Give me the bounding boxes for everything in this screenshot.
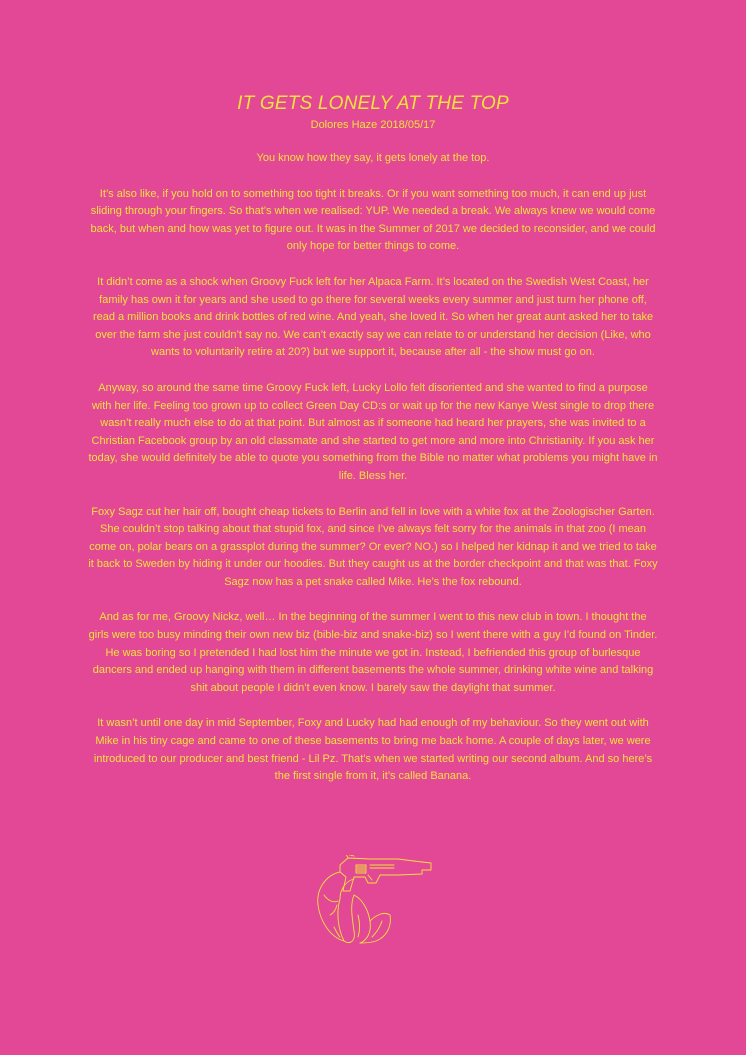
paragraph-break: It’s also like, if you hold on to something too tight it breaks. Or if you want something too much, it can end up just sliding through your fingers. So that’s when we realised: YUP. We needed a break. We always knew we would come back, but when and how was yet to figure out. It was in the Summer of 2017 we decided to reconsider, and we could only hope for better things to come.: [90, 187, 656, 253]
page-title: IT GETS LONELY AT THE TOP: [237, 93, 509, 114]
paragraph-intro: You know how they say, it gets lonely at the top.: [256, 152, 490, 164]
byline: Dolores Haze 2018/05/17: [310, 119, 436, 131]
paragraph-groovy-nickz: And as for me, Groovy Nickz, well… In the beginning of the summer I went to this new club in town. I thought the girls were too busy minding their own new biz (bible-biz and snake-biz) so I went there with a guy I’d found on Tinder. He was boring so I pretended I had lost him the minute we got in. Instead, I befriended this group of burlesque dancers and ended up hanging with them in different basements the whole summer, drinking white wine and talking shit about people I didn’t even know. I barely saw the daylight that summer.: [88, 611, 658, 694]
article: [88, 92, 658, 786]
paragraph-groovy-fuck: It didn’t come as a shock when Groovy Fuck left for her Alpaca Farm. It’s located on the Swedish West Coast, her family has own it for years and she used to go there for several weeks every summer and just turn her phone off, read a million books and drink bottles of red wine. And yeah, she loved it. So when her great aunt asked her to take over the farm she just couldn’t say no. We can’t exactly say we can relate to or understand her decision (Like, who wants to voluntarily retire at 20?) but we support it, because after all - the show must go on.: [92, 275, 654, 359]
paragraph-foxy-sagz: Foxy Sagz cut her hair off, bought cheap tickets to Berlin and fell in love with a white fox at the Zoologischer Garten. She couldn’t stop talking about that stupid fox, and since I’ve always felt sorry for the animals in that zoo (I mean come on, polar bears on a grassplot during the summer? Or ever? NO.) so I helped her kidnap it and we tried to take it back to Sweden by hiding it under our hoodies. But they caught us at the border checkpoint and that was that. Foxy Sagz now has a pet snake called Mike. He’s the fox rebound.: [88, 505, 658, 588]
banana-gun-icon: [310, 855, 436, 947]
paragraph-lucky-lollo: Anyway, so around the same time Groovy Fuck left, Lucky Lollo felt disoriented and she wanted to find a purpose with her life. Feeling too grown up to collect Green Day CD:s or wait up for the new Kanye West single to drop there wasn’t really much else to do at that point. But almost as if someone had heard her prayers, she was invited to a Christian Facebook group by an old classmate and she started to get more and more into Christianity. If you ask her today, she would definitely be able to quote you something from the Bible no matter what problems you might have in life. Bless her.: [88, 381, 658, 482]
paragraph-banana: It wasn’t until one day in mid September, Foxy and Lucky had had enough of my behaviour. So they went out with Mike in his tiny cage and came to one of these basements to bring me back home. A couple of days later, we were introduced to our producer and best friend - Lil Pz. That’s when we started writing our second album. And so here’s the first single from it, it’s called Banana.: [93, 717, 653, 783]
